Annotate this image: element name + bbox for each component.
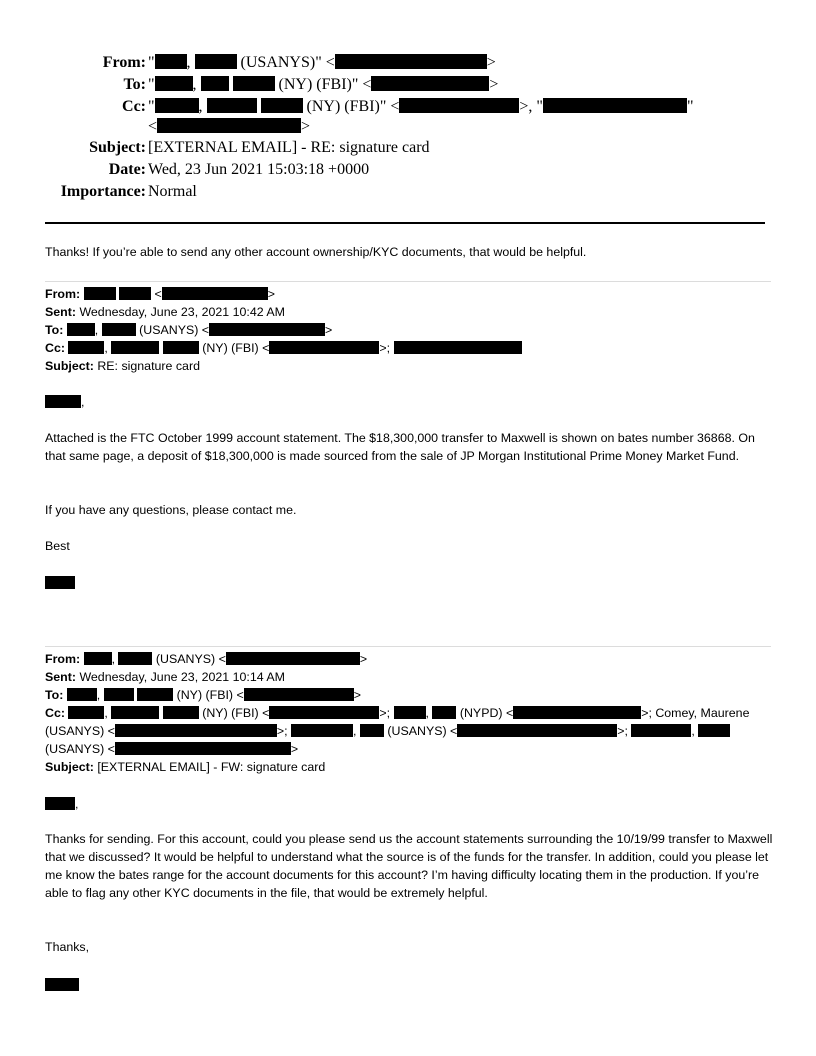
msg1-signature [45, 574, 75, 592]
header-cc-label: Cc: [122, 98, 146, 115]
msg2-cc: Cc: , (NY) (FBI) < >; , (NYPD) < >; Comey, Maurene [45, 706, 750, 720]
redaction [399, 98, 519, 113]
redaction [111, 341, 159, 354]
msg2-cc-cont: (USANYS) < >; , (USANYS) < >; , [45, 722, 730, 740]
redaction [111, 706, 159, 719]
redaction [631, 724, 691, 737]
msg1-from: From: < > [45, 287, 275, 301]
msg1-paragraph-1: Attached is the FTC October 1999 account statement. The $18,300,000 transfer to Maxwell is shown on bates number 36868. On that same page, a deposit of $18,300,000 is made sourced from the sale of JP Morgan Institutional Prime Money Market Fund. [45, 431, 755, 463]
redaction [371, 76, 489, 91]
msg1-greeting: , [45, 393, 84, 411]
redaction [157, 118, 301, 133]
redaction [163, 706, 199, 719]
header-cc-value-cont: < > [148, 118, 311, 135]
msg1-to: To: , (USANYS) < > [45, 323, 333, 337]
redaction [162, 287, 268, 300]
header-cc-value: " , (NY) (FBI)" < >, " " [148, 98, 694, 115]
redaction [432, 706, 456, 719]
msg1-cc: Cc: , (NY) (FBI) < >; [45, 339, 522, 357]
msg1-sent: Sent: Wednesday, June 23, 2021 10:42 AM [45, 305, 285, 319]
redaction [45, 978, 79, 991]
redaction [115, 742, 291, 755]
redaction [195, 54, 237, 69]
redaction [45, 797, 75, 810]
header-importance-value: Normal [148, 183, 197, 200]
redaction [291, 724, 353, 737]
header-date-label: Date: [108, 161, 146, 178]
header-date-value: Wed, 23 Jun 2021 15:03:18 +0000 [148, 161, 370, 178]
msg2-to: To: , (NY) (FBI) < > [45, 688, 361, 702]
redaction [513, 706, 641, 719]
msg1-paragraph-2: If you have any questions, please contact me. [45, 503, 297, 517]
redaction [155, 76, 193, 91]
redaction [201, 76, 229, 91]
redaction [698, 724, 730, 737]
msg2-closing: Thanks, [45, 940, 90, 954]
redaction [67, 323, 95, 336]
redaction [233, 76, 275, 91]
redaction [104, 688, 134, 701]
redaction [261, 98, 303, 113]
redaction [118, 652, 152, 665]
redaction [155, 98, 199, 113]
redaction [45, 395, 81, 408]
redaction [394, 706, 426, 719]
header-to-label: To: [123, 76, 146, 93]
redaction [84, 652, 112, 665]
redaction [394, 341, 522, 354]
header-subject-value: [EXTERNAL EMAIL] - RE: signature card [148, 139, 430, 156]
redaction [269, 706, 379, 719]
msg2-signature [45, 976, 79, 994]
header-divider [45, 222, 765, 224]
msg2-sent: Sent: Wednesday, June 23, 2021 10:14 AM [45, 670, 285, 684]
redaction [209, 323, 325, 336]
msg2-paragraph-1: Thanks for sending. For this account, could you please send us the account statements surrounding the 10/19/99 transfer to Maxwell that we discussed? It would be helpful to understand what the source is of the funds for the transfer. In addition, could you please let me know the bates range for the account documents for this account? I’m having difficulty locating them in the production. If you’re able to flag any other KYC documents in the file, that would be extremely helpful. [45, 832, 773, 900]
redaction [226, 652, 360, 665]
msg1-closing: Best [45, 539, 70, 553]
redaction [457, 724, 617, 737]
redaction [119, 287, 151, 300]
redaction [244, 688, 354, 701]
redaction [543, 98, 687, 113]
redaction [68, 706, 104, 719]
redaction [102, 323, 136, 336]
redaction [115, 724, 277, 737]
header-importance-label: Importance: [60, 183, 146, 200]
header-from-value: " , (USANYS)" < > [148, 54, 496, 71]
msg1-subject: Subject: RE: signature card [45, 359, 200, 373]
redaction [84, 287, 116, 300]
redaction [335, 54, 487, 69]
redaction [163, 341, 199, 354]
redaction [45, 576, 75, 589]
header-to-value: " , (NY) (FBI)" < > [148, 76, 499, 93]
msg2-subject: Subject: [EXTERNAL EMAIL] - FW: signature card [45, 760, 326, 774]
msg2-greeting: , [45, 795, 78, 813]
message-divider [45, 281, 771, 282]
redaction [68, 341, 104, 354]
msg2-from: From: , (USANYS) < > [45, 652, 368, 666]
message-divider [45, 646, 771, 647]
redaction [67, 688, 97, 701]
redaction [137, 688, 173, 701]
redaction [360, 724, 384, 737]
redaction [207, 98, 257, 113]
body-intro: Thanks! If you’re able to send any other account ownership/KYC documents, that would be helpful. [45, 245, 587, 259]
header-from-label: From: [102, 54, 146, 71]
header-subject-label: Subject: [89, 139, 146, 156]
redaction [269, 341, 379, 354]
redaction [155, 54, 187, 69]
msg2-cc-cont2: (USANYS) < > [45, 742, 299, 756]
